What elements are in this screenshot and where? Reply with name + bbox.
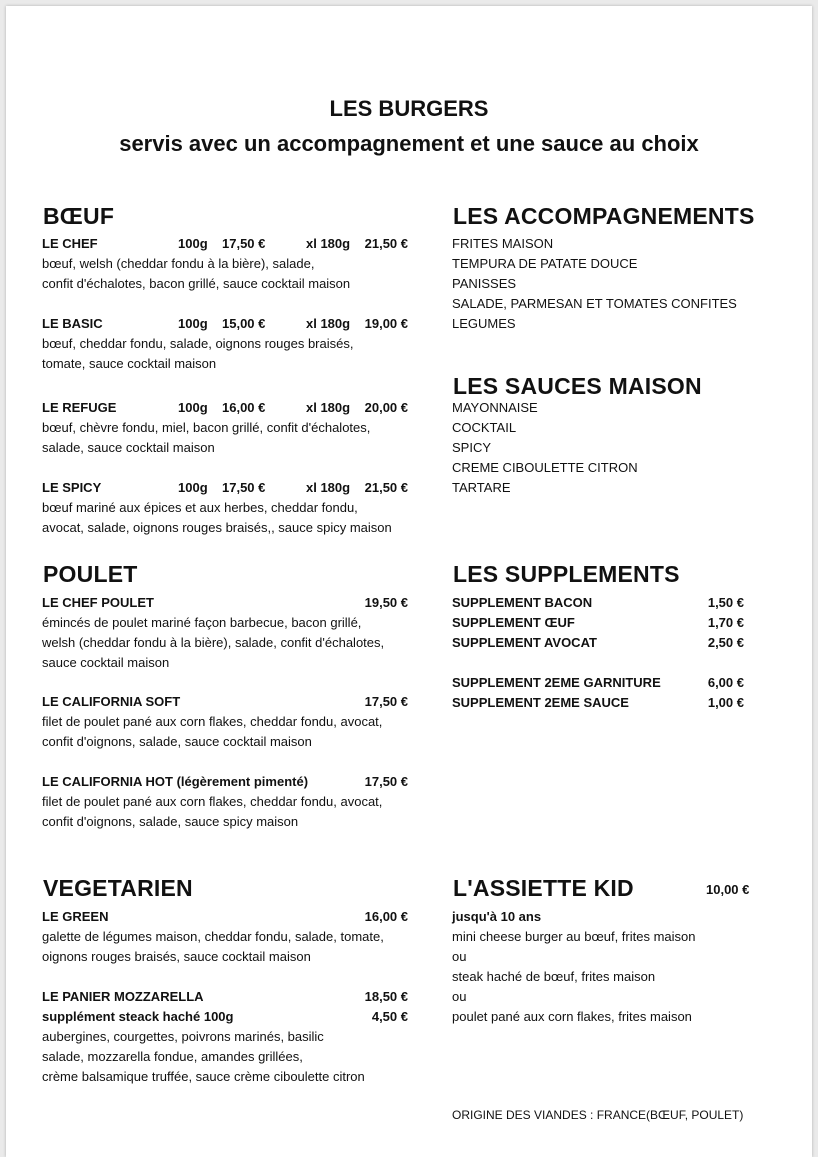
item-description: émincés de poulet mariné façon barbecue, bacon grillé, bbox=[42, 615, 362, 630]
item-description: sauce cocktail maison bbox=[42, 655, 170, 670]
item-description: oignons rouges braisés, sauce cocktail maison bbox=[42, 949, 311, 964]
item-description: salade, sauce cocktail maison bbox=[42, 440, 215, 455]
list-item: LEGUMES bbox=[452, 316, 516, 331]
menu-item-le-california-hot bbox=[42, 772, 408, 832]
item-name: LE PANIER MOZZARELLA bbox=[42, 989, 204, 1004]
list-item: TEMPURA DE PATATE DOUCE bbox=[452, 256, 638, 271]
item-weight: 100g bbox=[178, 236, 208, 251]
accompagnements-list bbox=[452, 234, 737, 334]
list-item: mini cheese burger au bœuf, frites maison bbox=[452, 929, 696, 944]
supplement-price: 1,70 € bbox=[707, 615, 744, 630]
supplement-name: SUPPLEMENT 2EME SAUCE bbox=[452, 695, 629, 710]
menu-item-le-panier-mozzarella bbox=[42, 987, 408, 1087]
item-name: LE CALIFORNIA SOFT bbox=[42, 694, 181, 709]
supplements-list bbox=[452, 593, 744, 713]
kid-age: jusqu'à 10 ans bbox=[452, 909, 542, 924]
item-price-xl: 19,00 € bbox=[364, 316, 408, 331]
list-item: CREME CIBOULETTE CITRON bbox=[452, 460, 638, 475]
section-heading-sauces: LES SAUCES MAISON bbox=[453, 373, 702, 399]
item-name: LE GREEN bbox=[42, 909, 109, 924]
item-price-xl: 21,50 € bbox=[364, 480, 408, 495]
menu-item-le-chef-poulet bbox=[42, 593, 408, 673]
list-item: TARTARE bbox=[452, 480, 511, 495]
menu-item-le-refuge bbox=[42, 398, 408, 458]
supplement-row bbox=[452, 673, 744, 693]
item-price: 15,00 € bbox=[222, 316, 266, 331]
item-description: tomate, sauce cocktail maison bbox=[42, 356, 217, 371]
item-description: galette de légumes maison, cheddar fondu, salade, tomate, bbox=[42, 929, 384, 944]
section-heading-supplements: LES SUPPLEMENTS bbox=[453, 561, 680, 587]
item-price: 17,50 € bbox=[222, 236, 266, 251]
list-item: PANISSES bbox=[452, 276, 517, 291]
sauces-list bbox=[452, 398, 638, 498]
menu-item-le-spicy bbox=[42, 478, 408, 538]
item-description: aubergines, courgettes, poivrons marinés, basilic bbox=[42, 1029, 324, 1044]
list-item: SALADE, PARMESAN ET TOMATES CONFITES bbox=[452, 296, 737, 311]
item-price: 17,50 € bbox=[222, 480, 266, 495]
item-description: filet de poulet pané aux corn flakes, cheddar fondu, avocat, bbox=[42, 794, 383, 809]
item-weight: 100g bbox=[178, 316, 208, 331]
supplement-row bbox=[452, 693, 744, 713]
item-price: 17,50 € bbox=[364, 774, 408, 789]
menu-item-le-california-soft bbox=[42, 692, 408, 752]
supplement-name: SUPPLEMENT AVOCAT bbox=[452, 635, 597, 650]
item-price: 18,50 € bbox=[364, 989, 408, 1004]
item-description: salade, mozzarella fondue, amandes grillées, bbox=[42, 1049, 303, 1064]
supplement-price: 2,50 € bbox=[707, 635, 744, 650]
item-weight-xl: xl 180g bbox=[306, 236, 351, 251]
item-description: crème balsamique truffée, sauce crème ciboulette citron bbox=[42, 1069, 365, 1084]
page-title: LES BURGERS bbox=[329, 96, 489, 121]
supplement-name: SUPPLEMENT BACON bbox=[452, 595, 593, 610]
list-item: ou bbox=[452, 949, 467, 964]
section-heading-kid: L'ASSIETTE KID bbox=[453, 875, 634, 901]
item-description: confit d'échalotes, bacon grillé, sauce cocktail maison bbox=[42, 276, 351, 291]
item-weight-xl: xl 180g bbox=[306, 316, 351, 331]
section-heading-accompagnements: LES ACCOMPAGNEMENTS bbox=[453, 203, 755, 229]
menu-item-le-green bbox=[42, 907, 408, 967]
list-item: FRITES MAISON bbox=[452, 236, 554, 251]
meat-origin-note: ORIGINE DES VIANDES : FRANCE(BŒUF, POULET) bbox=[452, 1108, 744, 1122]
item-name: LE SPICY bbox=[42, 480, 102, 495]
item-name: LE BASIC bbox=[42, 316, 103, 331]
supplement-name: SUPPLEMENT 2EME GARNITURE bbox=[452, 675, 661, 690]
supplement-price: 1,00 € bbox=[707, 695, 744, 710]
item-description: bœuf, cheddar fondu, salade, oignons rouges braisés, bbox=[42, 336, 354, 351]
item-description: avocat, salade, oignons rouges braisés,, sauce spicy maison bbox=[42, 520, 392, 535]
item-supplement-name: supplément steack haché 100g bbox=[42, 1009, 234, 1024]
item-name: LE CHEF POULET bbox=[42, 595, 154, 610]
item-price: 16,00 € bbox=[364, 909, 408, 924]
item-weight-xl: xl 180g bbox=[306, 400, 351, 415]
item-weight-xl: xl 180g bbox=[306, 480, 351, 495]
item-price: 19,50 € bbox=[364, 595, 408, 610]
list-item: steak haché de bœuf, frites maison bbox=[452, 969, 656, 984]
item-description: confit d'oignons, salade, sauce cocktail maison bbox=[42, 734, 312, 749]
item-description: filet de poulet pané aux corn flakes, cheddar fondu, avocat, bbox=[42, 714, 383, 729]
item-description: bœuf, chèvre fondu, miel, bacon grillé, confit d'échalotes, bbox=[42, 420, 371, 435]
supplement-price: 6,00 € bbox=[707, 675, 744, 690]
item-name: LE CALIFORNIA HOT (légèrement pimenté) bbox=[42, 774, 309, 789]
item-price: 17,50 € bbox=[364, 694, 408, 709]
menu-item-le-chef bbox=[42, 234, 408, 294]
list-item: poulet pané aux corn flakes, frites maison bbox=[452, 1009, 692, 1024]
item-name: LE CHEF bbox=[42, 236, 98, 251]
supplement-price: 1,50 € bbox=[707, 595, 744, 610]
item-price: 16,00 € bbox=[222, 400, 266, 415]
kid-menu bbox=[452, 907, 696, 1027]
supplement-name: SUPPLEMENT ŒUF bbox=[452, 615, 575, 630]
page-subtitle: servis avec un accompagnement et une sauce au choix bbox=[119, 131, 699, 156]
list-item: COCKTAIL bbox=[452, 420, 517, 435]
item-price-xl: 20,00 € bbox=[364, 400, 408, 415]
supplement-row bbox=[452, 633, 744, 653]
section-heading-boeuf: BŒUF bbox=[43, 203, 115, 229]
supplement-row bbox=[452, 613, 744, 633]
item-description: bœuf, welsh (cheddar fondu à la bière), salade, bbox=[42, 256, 315, 271]
item-weight: 100g bbox=[178, 480, 208, 495]
item-description: welsh (cheddar fondu à la bière), salade, confit d'échalotes, bbox=[42, 635, 385, 650]
item-name: LE REFUGE bbox=[42, 400, 117, 415]
item-price-xl: 21,50 € bbox=[364, 236, 408, 251]
menu-item-le-basic bbox=[42, 314, 408, 374]
item-description: confit d'oignons, salade, sauce spicy maison bbox=[42, 814, 299, 829]
item-supplement-price: 4,50 € bbox=[371, 1009, 408, 1024]
item-weight: 100g bbox=[178, 400, 208, 415]
list-item: ou bbox=[452, 989, 467, 1004]
kid-price: 10,00 € bbox=[706, 882, 750, 897]
supplement-row bbox=[452, 593, 744, 613]
list-item: SPICY bbox=[452, 440, 492, 455]
section-heading-vegetarien: VEGETARIEN bbox=[43, 875, 193, 901]
item-description: bœuf mariné aux épices et aux herbes, cheddar fondu, bbox=[42, 500, 358, 515]
section-heading-poulet: POULET bbox=[43, 561, 138, 587]
list-item: MAYONNAISE bbox=[452, 400, 538, 415]
